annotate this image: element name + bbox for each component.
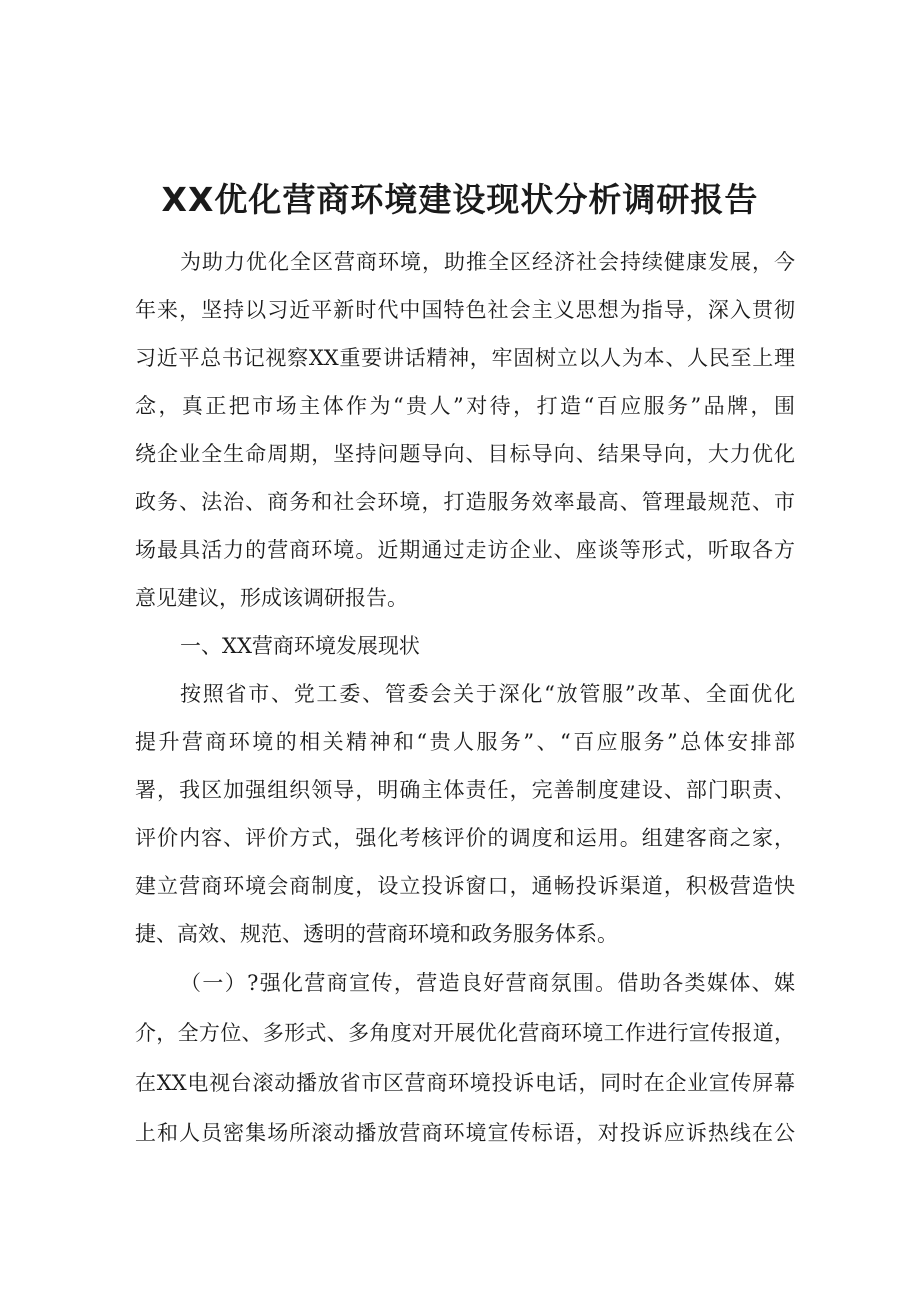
- paragraph-2-line-4: 评价内容、评价方式，强化考核评价的调度和运用。组建客商之家，: [135, 826, 795, 850]
- paragraph-3-line-4: 上和人员密集场所滚动播放营商环境宣传标语，对投诉应诉热线在公: [135, 1121, 795, 1145]
- paragraph-2-line-3: 署，我区加强组织领导，明确主体责任，完善制度建设、部门职责、: [135, 778, 795, 802]
- paragraph-3-line-1: （一）?强化营商宣传，营造良好营商氛围。借助各类媒体、媒: [180, 971, 795, 995]
- paragraph-3-line-2: 介，全方位、多形式、多角度对开展优化营商环境工作进行宣传报道，: [135, 1021, 795, 1045]
- paragraph-1-line-8: 意见建议，形成该调研报告。: [135, 586, 408, 610]
- paragraph-1-line-4: 念，真正把市场主体作为“贵人”对待，打造“百应服务”品牌，围: [135, 394, 795, 418]
- paragraph-3-line-3: 在XX电视台滚动播放省市区营商环境投诉电话，同时在企业宣传屏幕: [135, 1071, 795, 1095]
- paragraph-1-line-1: 为助力优化全区营商环境，助推全区经济社会持续健康发展，今: [180, 250, 795, 274]
- paragraph-1-line-7: 场最具活力的营商环境。近期通过走访企业、座谈等形式，听取各方: [135, 538, 795, 562]
- paragraph-1-line-3: 习近平总书记视察XX重要讲话精神，牢固树立以人为本、人民至上理: [135, 346, 795, 370]
- paragraph-2-line-2: 提升营商环境的相关精神和“贵人服务”、“百应服务”总体安排部: [135, 730, 795, 754]
- paragraph-2-line-6: 捷、高效、规范、透明的营商环境和政务服务体系。: [135, 922, 618, 946]
- section-heading-1: 一、XX营商环境发展现状: [180, 634, 420, 658]
- paragraph-1-line-5: 绕企业全生命周期，坚持问题导向、目标导向、结果导向，大力优化: [135, 442, 795, 466]
- paragraph-2-line-1: 按照省市、党工委、管委会关于深化“放管服”改革、全面优化: [180, 682, 795, 706]
- paragraph-1-line-2: 年来，坚持以习近平新时代中国特色社会主义思想为指导，深入贯彻: [135, 298, 795, 322]
- document-title: XX优化营商环境建设现状分析调研报告: [161, 180, 759, 219]
- paragraph-1-line-6: 政务、法治、商务和社会环境，打造服务效率最高、管理最规范、市: [135, 490, 795, 514]
- paragraph-2-line-5: 建立营商环境会商制度，设立投诉窗口，通畅投诉渠道，积极营造快: [135, 874, 795, 898]
